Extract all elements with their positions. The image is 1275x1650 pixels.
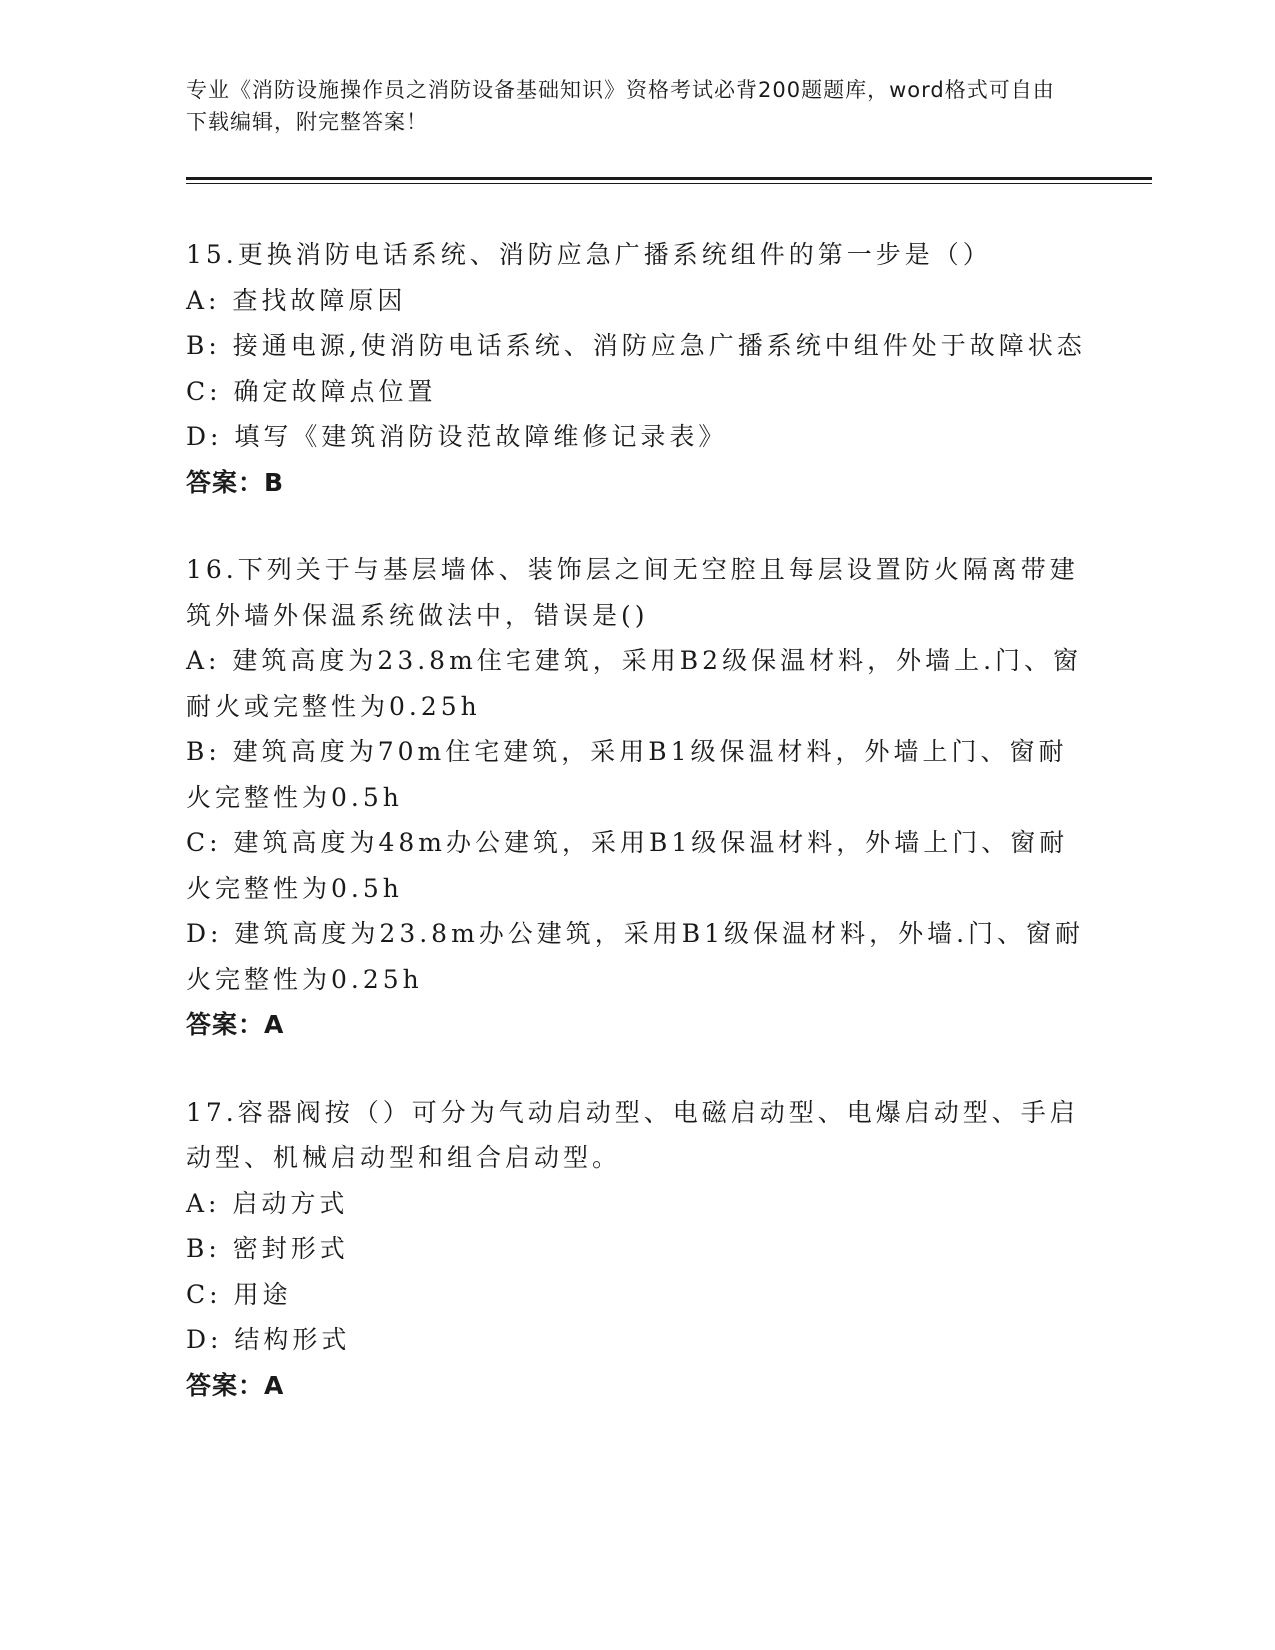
option-c: C: 建筑高度为48m办公建筑，采用B1级保温材料，外墙上门、窗耐火完整性为0.5h	[186, 828, 1069, 903]
answer-label: 答案：A	[186, 1010, 285, 1039]
option-b: B: 密封形式	[186, 1234, 349, 1263]
option-c: C: 确定故障点位置	[186, 376, 437, 406]
question-text: 15.更换消防电话系统、消防应急广播系统组件的第一步是（）	[186, 240, 992, 269]
option-d: D: 填写《建筑消防设范故障维修记录表》	[186, 422, 728, 451]
question-15	[186, 232, 1086, 505]
option-d: D: 建筑高度为23.8m办公建筑，采用B1级保温材料，外墙.门、窗耐火完整性为0.25h	[186, 919, 1085, 994]
question-text: 16.下列关于与基层墙体、装饰层之间无空腔且每层设置防火隔离带建筑外墙外保温系统做法中，错误是()	[186, 555, 1079, 630]
question-list	[186, 232, 1086, 1450]
option-b: B: 接通电源,使消防电话系统、消防应急广播系统中组件处于故障状态	[186, 331, 1086, 360]
question-text: 17.容器阀按（）可分为气动启动型、电磁启动型、电爆启动型、手启动型、机械启动型和组合启动型。	[186, 1097, 1079, 1172]
option-a: A: 查找故障原因	[186, 285, 407, 315]
header-rule-thin	[186, 183, 1152, 184]
option-a: A: 启动方式	[186, 1188, 349, 1218]
question-17	[186, 1090, 1086, 1409]
option-b: B: 建筑高度为70m住宅建筑，采用B1级保温材料，外墙上门、窗耐火完整性为0.5h	[186, 737, 1068, 812]
option-a: A: 建筑高度为23.8m住宅建筑，采用B2级保温材料，外墙上.门、窗耐火或完整性为0.25h	[186, 646, 1083, 721]
answer-label: 答案：B	[186, 467, 285, 497]
document-header: 专业《消防设施操作员之消防设备基础知识》资格考试必背200题题库，word格式可自由下载编辑，附完整答案！	[186, 78, 1055, 134]
header-rule-thick	[186, 177, 1152, 180]
option-c: C: 用途	[186, 1279, 292, 1309]
question-16	[186, 547, 1086, 1048]
answer-label: 答案：A	[186, 1370, 285, 1400]
option-d: D: 结构形式	[186, 1325, 351, 1354]
